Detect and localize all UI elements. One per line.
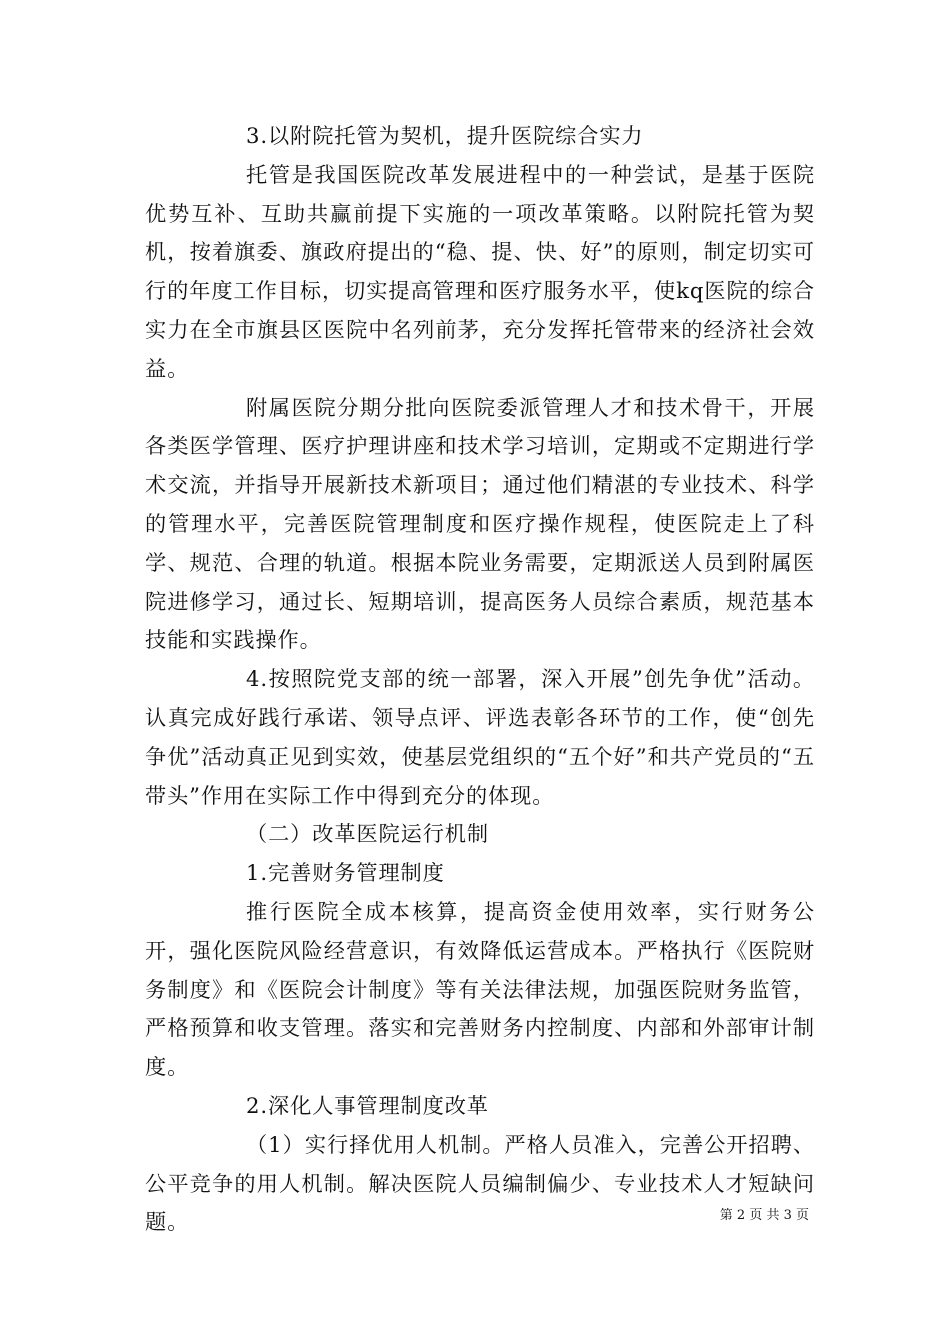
paragraph-trusteeship-intro: 托管是我国医院改革发展进程中的一种尝试，是基于医院优势互补、互助共赢前提下实施的一项改革策略。以附院托管为契机，按着旗委、旗政府提出的“稳、提、快、好”的原则，制定切实可行的年度工作目标，切实提高管理和医疗服务水平，使kq医院的综合实力在全市旗县区医院中名列前茅，充分发挥托管带来的经济社会效益。 xyxy=(145,161,815,381)
heading-operation-mechanism: （二）改革医院运行机制 xyxy=(246,821,489,847)
paragraph-party-activity: 4.按照院党支部的统一部署，深入开展”创先争优”活动。认真完成好践行承诺、领导点评、评选表彰各环节的工作，使“创先争优”活动真正见到实效，使基层党组织的“五个好”和共产党员的“五带头”作用在实际工作中得到充分的体现。 xyxy=(145,666,815,808)
heading-financial-management: 1.完善财务管理制度 xyxy=(246,860,445,886)
page-number: 第 2 页 共 3 页 xyxy=(719,1208,809,1223)
paragraph-affiliated-hospital: 附属医院分期分批向医院委派管理人才和技术骨干，开展各类医学管理、医疗护理讲座和技术学习培训，定期或不定期进行学术交流，并指导开展新技术新项目；通过他们精湛的专业技术、科学的管理水平，完善医院管理制度和医疗操作规程，使医院走上了科学、规范、合理的轨道。根据本院业务需要，定期派送人员到附属医院进修学习，通过长、短期培训，提高医务人员综合素质，规范基本技能和实践操作。 xyxy=(145,394,815,653)
paragraph-personnel-selection: （1）实行择优用人机制。严格人员准入，完善公开招聘、公平竞争的用人机制。解决医院人员编制偏少、专业技术人才短缺问题。 xyxy=(145,1131,815,1235)
heading-personnel-reform: 2.深化人事管理制度改革 xyxy=(246,1092,489,1118)
document-body xyxy=(145,117,815,1242)
heading-hospital-trusteeship: 3.以附院托管为契机，提升医院综合实力 xyxy=(246,123,644,148)
paragraph-financial-management: 推行医院全成本核算，提高资金使用效率，实行财务公开，强化医院风险经营意识，有效降低运营成本。严格执行《医院财务制度》和《医院会计制度》等有关法律法规，加强医院财务监管，严格预算和收支管理。落实和完善财务内控制度、内部和外部审计制度。 xyxy=(145,898,815,1080)
